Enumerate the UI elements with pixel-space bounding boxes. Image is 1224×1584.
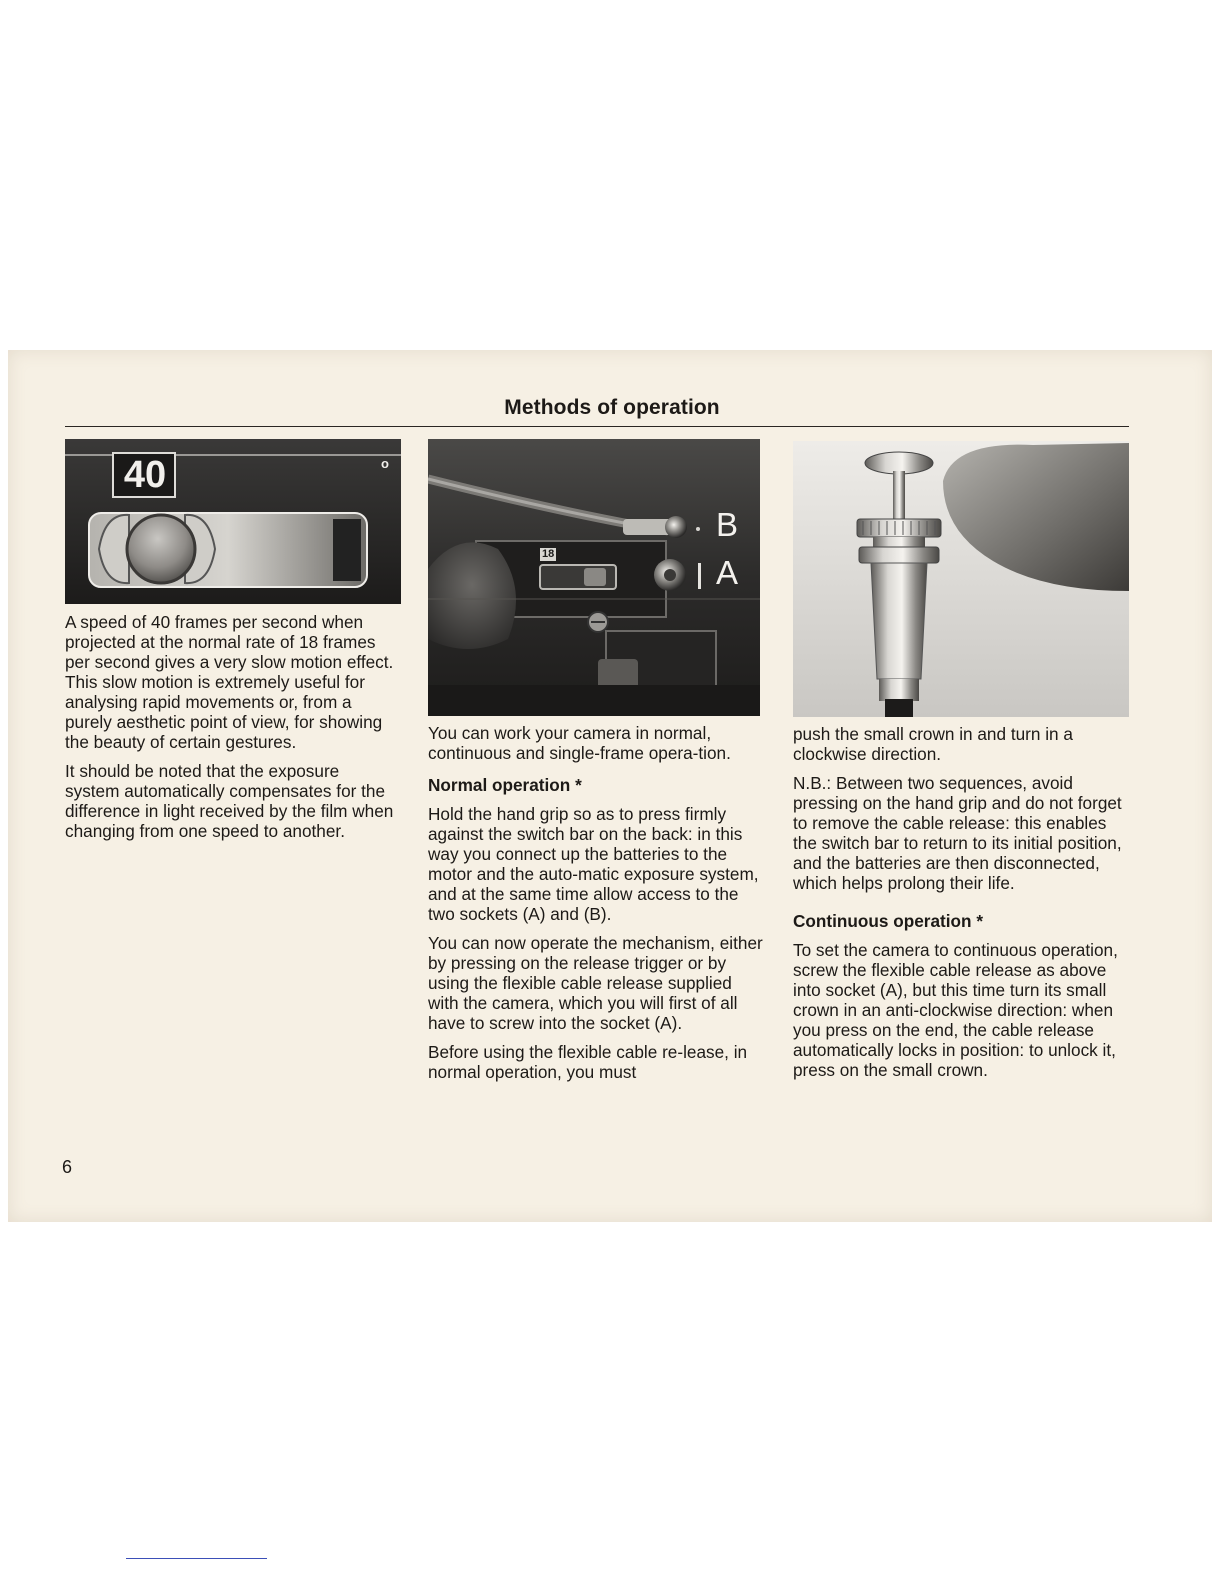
column-middle	[428, 723, 766, 1091]
column-left	[65, 612, 397, 850]
heading-normal-operation: Normal operation *	[428, 775, 582, 795]
paragraph-crown: push the small crown in and turn in a clockwise direction.	[793, 724, 1073, 764]
paragraph-nb: N.B.: Between two sequences, avoid pressing on the hand grip and do not forget to remove the cable release: this enables the switch bar to return to its initial position, and the batteries are then disconnected, which helps prolong their life.	[793, 773, 1122, 893]
page-number: 6	[62, 1157, 73, 1177]
sockets-illustration	[428, 439, 760, 716]
speed-dial-photo	[65, 439, 401, 604]
paragraph-intro: You can work your camera in normal, continuous and single-frame opera-tion.	[428, 723, 731, 763]
speed-number-label: 40	[123, 454, 167, 496]
paragraph-cable-release: Before using the flexible cable re-lease, in normal operation, you must	[428, 1042, 748, 1082]
paragraph-continuous: To set the camera to continuous operation, screw the flexible cable release as above into socket (A), but this time turn its small crown in an anti-clockwise direction: when you press on the end, the cable release automatically locks in position: to unlock it, press on the small crown.	[793, 940, 1118, 1080]
page-title: Methods of operation	[504, 396, 720, 419]
paragraph-hand-grip: Hold the hand grip so as to press firmly against the switch bar on the back: in this way you connect up the batteries to the motor and the auto-matic exposure system, and at the same time allow access to the two sockets (A) and (B).	[428, 804, 759, 924]
column-right	[793, 724, 1127, 1089]
footer-line	[126, 1558, 267, 1559]
heading-continuous-operation: Continuous operation *	[793, 911, 984, 931]
cable-release-photo	[793, 441, 1129, 717]
paragraph-mechanism: You can now operate the mechanism, either by pressing on the release trigger or by using the flexible cable release supplied with the camera, which you will first of all have to screw into the socket (A).	[428, 933, 763, 1033]
cable-release-illustration	[793, 441, 1129, 717]
socket-a-label: A	[716, 554, 739, 591]
paragraph-exposure: It should be noted that the exposure system automatically compensates for the difference in light received by the film when changing from one speed to another.	[65, 761, 394, 841]
speed-mark-label: o	[381, 456, 389, 471]
sockets-photo	[428, 439, 760, 716]
dial-number-label: 18	[542, 548, 555, 560]
paragraph-slow-motion: A speed of 40 frames per second when projected at the normal rate of 18 frames per second gives a very slow motion effect. This slow motion is extremely useful for analysing rapid movements or, from a purely aesthetic point of view, for showing the beauty of certain gestures.	[65, 612, 394, 752]
socket-b-label: B	[716, 506, 739, 543]
title-rule	[65, 426, 1129, 427]
